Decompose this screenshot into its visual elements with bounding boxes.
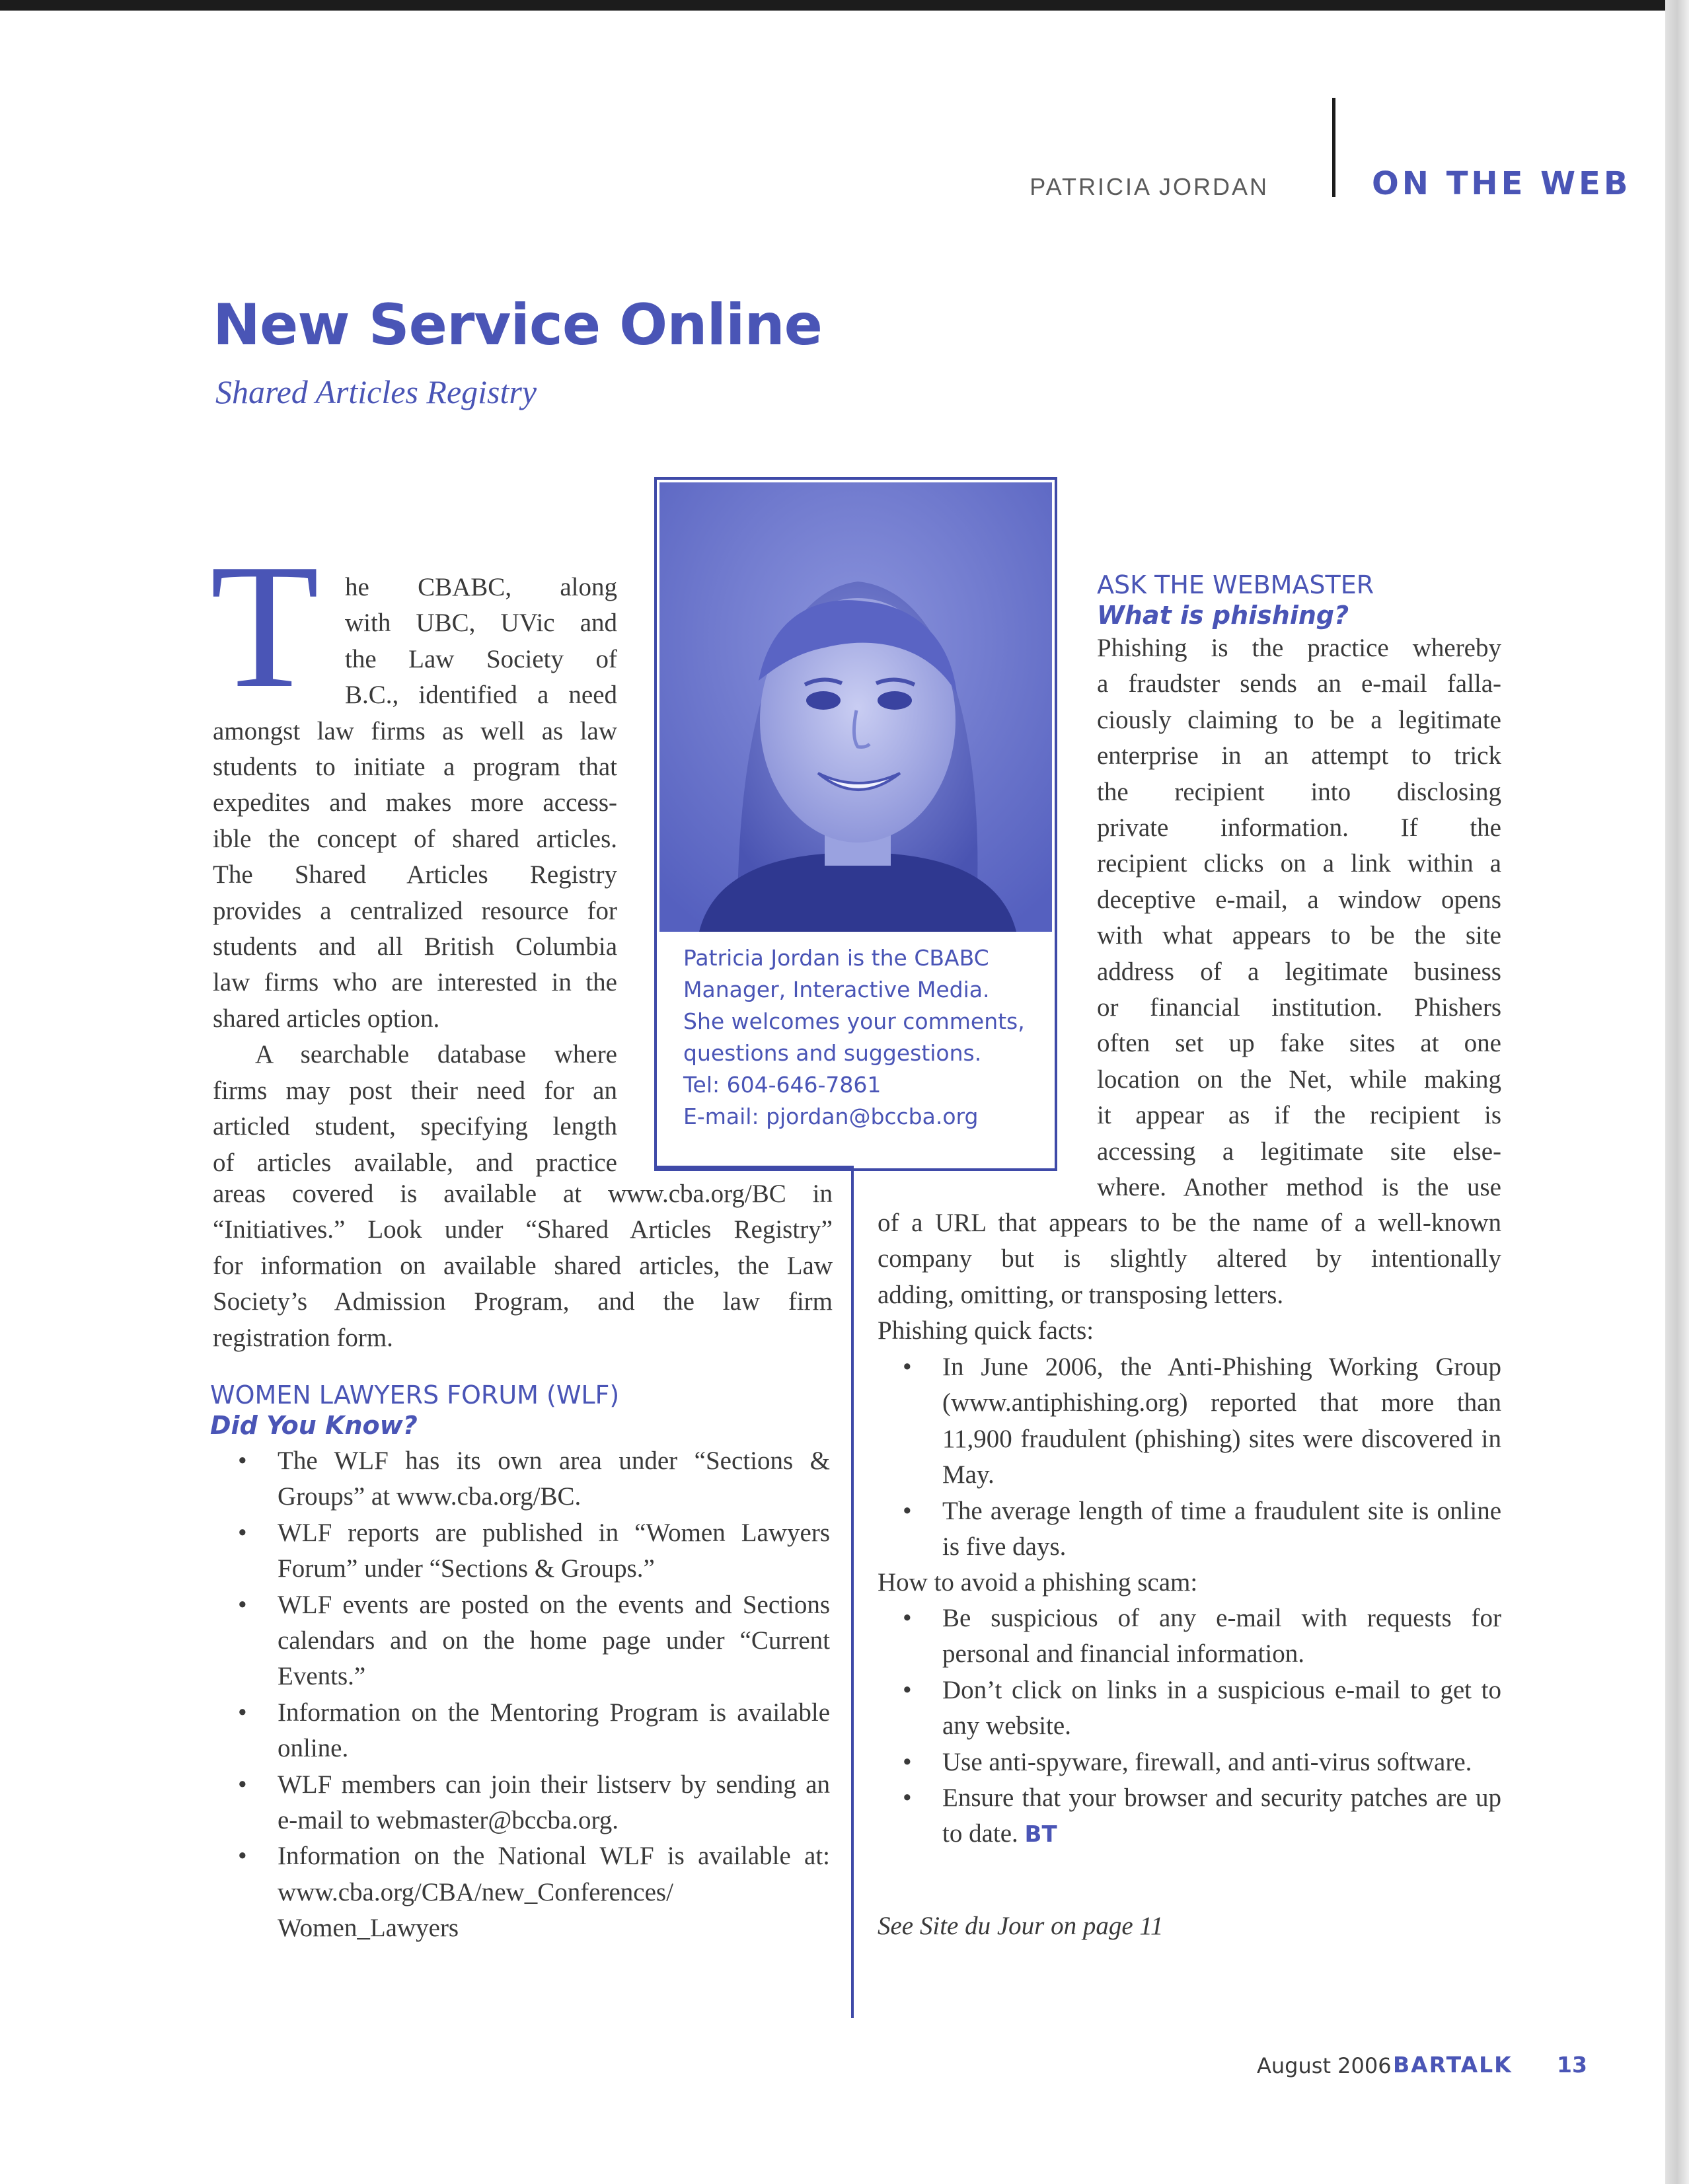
caption-line: questions and suggestions. xyxy=(683,1040,982,1066)
avoid-item: • Use anti-spyware, firewall, and anti-virus software. xyxy=(878,1745,1501,1780)
webmaster-line: with what appears to be the site xyxy=(1097,921,1501,950)
intro-line: he CBABC, along xyxy=(345,573,617,601)
magazine-page xyxy=(0,11,1665,2184)
page-number: 13 xyxy=(1557,2052,1587,2078)
page-binding-edge xyxy=(1665,0,1689,2184)
webmaster-line: accessing a legitimate site else- xyxy=(1097,1137,1501,1166)
intro-line: the Law Society of xyxy=(345,644,617,673)
para2-line: of articles available, and practice xyxy=(213,1148,617,1177)
intro-line: expedites and makes more access- xyxy=(213,788,617,817)
webmaster-line: company but is slightly altered by intentionally xyxy=(878,1244,1501,1273)
column-rule-horizontal xyxy=(654,1166,852,1168)
article-title: New Service Online xyxy=(213,292,822,358)
webmaster-heading: ASK THE WEBMASTER xyxy=(1097,570,1374,599)
caption-line: She welcomes your comments, xyxy=(683,1008,1025,1034)
para2-line: A searchable database where xyxy=(255,1040,617,1069)
webmaster-line: it appear as if the recipient is xyxy=(1097,1101,1501,1130)
para2-line: articled student, specifying length xyxy=(213,1112,617,1141)
wlf-heading: WOMEN LAWYERS FORUM (WLF) xyxy=(210,1380,620,1410)
avoid-list xyxy=(878,1600,1501,1853)
para2-line: “Initiatives.” Look under “Shared Articles Registry” xyxy=(213,1215,833,1244)
intro-line: ible the concept of shared articles. xyxy=(213,824,617,853)
caption-line: E-mail: pjordan@bccba.org xyxy=(683,1104,979,1129)
intro-line: shared articles option. xyxy=(213,1004,440,1033)
wlf-list-item: • WLF reports are published in “Women Lawyers Forum” under “Sections & Groups.” xyxy=(213,1515,830,1587)
caption-line: Manager, Interactive Media. xyxy=(683,977,990,1002)
webmaster-heading-block xyxy=(1097,570,1374,630)
avoid-item: • Be suspicious of any e-mail with requests for personal and financial information. xyxy=(878,1600,1501,1673)
fact-item: • In June 2006, the Anti-Phishing Working Group (www.antiphishing.org) reported that more than 11,900 fraudulent (phishing) sites were discovered in May. xyxy=(878,1349,1501,1493)
intro-line: The Shared Articles Registry xyxy=(213,860,617,889)
webmaster-paragraph-wide xyxy=(878,1205,1501,1349)
phishing-facts-list xyxy=(878,1349,1501,1565)
wlf-list-item: • Information on the Mentoring Program is available online. xyxy=(213,1695,830,1767)
webmaster-line: private information. If the xyxy=(1097,813,1501,843)
webmaster-subheading: What is phishing? xyxy=(1097,601,1349,630)
avoid-item xyxy=(878,1780,1501,1853)
header-author: PATRICIA JORDAN xyxy=(1030,173,1269,200)
webmaster-line: enterprise in an attempt to trick xyxy=(1097,741,1501,771)
wlf-list-item: • WLF events are posted on the events and Sections calendars and on the home page under “Current Events.” xyxy=(213,1587,830,1695)
fact-item: • The average length of time a fraudulent site is online is five days. xyxy=(878,1493,1501,1565)
header-section: ON THE WEB xyxy=(1372,165,1632,202)
intro-line: amongst law firms as well as law xyxy=(213,716,617,745)
para2-line: registration form. xyxy=(213,1323,393,1352)
webmaster-line: the recipient into disclosing xyxy=(1097,777,1501,806)
webmaster-line: where. Another method is the use xyxy=(1097,1173,1501,1202)
intro-line: law firms who are interested in the xyxy=(213,968,617,997)
intro-line: students to initiate a program that xyxy=(213,753,617,782)
caption-line: Patricia Jordan is the CBABC xyxy=(683,945,989,971)
webmaster-line: location on the Net, while making xyxy=(1097,1065,1501,1094)
webmaster-line: of a URL that appears to be the name of a well-known xyxy=(878,1209,1501,1237)
avoid-item-text: Ensure that your browser and security patches are up to date. xyxy=(942,1784,1501,1848)
webmaster-paragraph xyxy=(1097,630,1501,1206)
footer-magazine: BARTALK xyxy=(1393,2052,1513,2078)
intro-line: students and all British Columbia xyxy=(213,932,617,961)
wlf-heading-block xyxy=(210,1380,619,1441)
wlf-list-item: • WLF members can join their listserv by sending an e-mail to webmaster@bccba.org. xyxy=(213,1767,830,1839)
caption-line: Tel: 604-646-7861 xyxy=(683,1072,882,1098)
para2-line: areas covered is available at www.cba.org/BC in xyxy=(213,1180,833,1208)
wlf-subheading: Did You Know? xyxy=(210,1411,418,1440)
webmaster-line: often set up fake sites at one xyxy=(1097,1029,1501,1058)
author-portrait-photo xyxy=(659,482,1052,932)
facts-label: Phishing quick facts: xyxy=(878,1316,1094,1345)
end-mark: BT xyxy=(1024,1821,1057,1848)
wlf-list xyxy=(213,1443,830,1947)
para2-line: firms may post their need for an xyxy=(213,1076,617,1105)
intro-line: B.C., identified a need xyxy=(345,681,617,710)
wlf-list-item: • Information on the National WLF is available at: www.cba.org/CBA/new_Conferences/ Women_Lawyers xyxy=(213,1838,830,1946)
webmaster-line: recipient clicks on a link within a xyxy=(1097,849,1501,878)
author-photo-box xyxy=(654,477,1057,1171)
webmaster-line: deceptive e-mail, a window opens xyxy=(1097,885,1501,914)
article-subtitle: Shared Articles Registry xyxy=(215,373,537,410)
avoid-item: • Don’t click on links in a suspicious e-mail to get to any website. xyxy=(878,1673,1501,1745)
intro-paragraph xyxy=(213,570,617,1181)
webmaster-line: adding, omitting, or transposing letters. xyxy=(878,1280,1284,1309)
webmaster-line: address of a legitimate business xyxy=(1097,957,1501,986)
header-divider xyxy=(1332,98,1335,197)
intro-line: provides a centralized resource for xyxy=(213,896,617,925)
see-also: See Site du Jour on page 11 xyxy=(878,1912,1164,1940)
avoid-label: How to avoid a phishing scam: xyxy=(878,1568,1198,1597)
para2-line: Society’s Admission Program, and the law firm xyxy=(213,1287,833,1316)
drop-cap: T xyxy=(210,527,319,725)
photo-caption xyxy=(683,942,1040,1133)
webmaster-line: Phishing is the practice whereby xyxy=(1097,634,1501,662)
para2-wide xyxy=(213,1176,833,1356)
wlf-list-item: • The WLF has its own area under “Sections & Groups” at www.cba.org/BC. xyxy=(213,1443,830,1515)
column-rule-vertical xyxy=(851,1166,854,2018)
top-edge-rule xyxy=(0,0,1689,11)
webmaster-line: or financial institution. Phishers xyxy=(1097,993,1501,1022)
para2-line: for information on available shared articles, the Law xyxy=(213,1251,833,1280)
webmaster-line: ciously claiming to be a legitimate xyxy=(1097,705,1501,734)
intro-line: with UBC, UVic and xyxy=(345,609,617,638)
webmaster-line: a fraudster sends an e-mail falla- xyxy=(1097,669,1501,698)
footer-date: August 2006 xyxy=(1257,2053,1392,2078)
